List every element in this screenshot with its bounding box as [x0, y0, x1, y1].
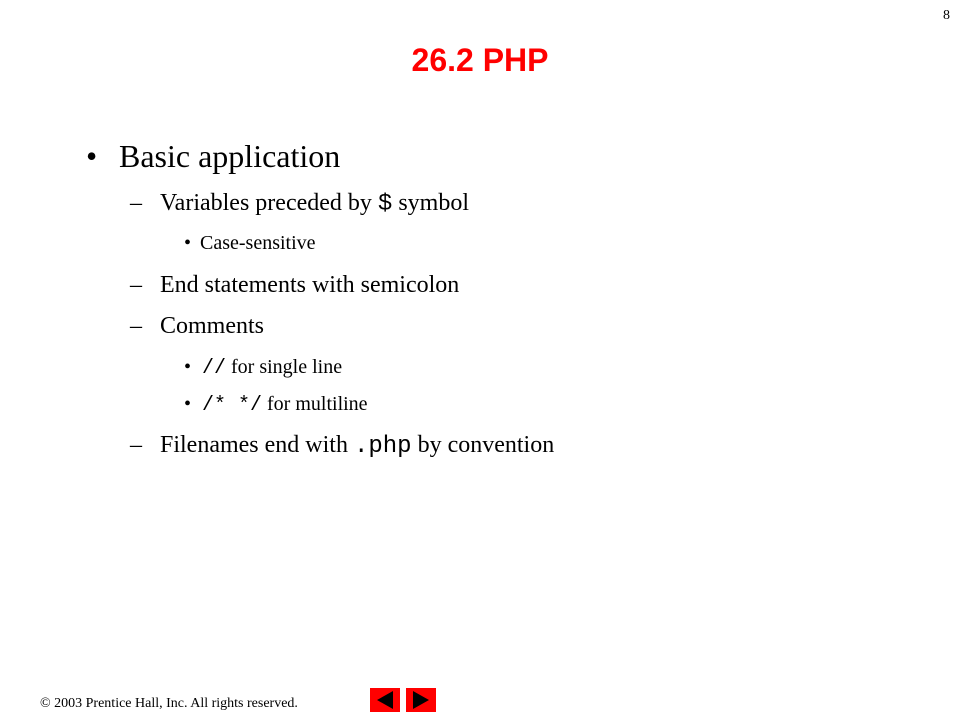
bullet-text: Basic application	[119, 138, 341, 174]
sub-item-end-statements	[130, 272, 460, 299]
variables-suffix: symbol	[398, 190, 469, 216]
bullet-marker: •	[86, 138, 98, 174]
sub-item-variables	[130, 190, 469, 218]
variables-text: Variables preceded by	[160, 190, 372, 216]
sub-item-comments	[130, 313, 265, 340]
bullet-marker: •	[184, 232, 192, 254]
filenames-suffix: by convention	[417, 432, 555, 458]
copyright-footer	[40, 696, 298, 712]
code-single-line: //	[202, 357, 227, 380]
bullet-basic-application	[86, 138, 341, 175]
sub-item-text	[160, 190, 469, 218]
page-number: 8	[943, 8, 950, 23]
sub-item-text: End statements with semicolon	[160, 272, 460, 298]
multi-line-text: for multiline	[267, 393, 368, 415]
filenames-prefix: Filenames end with	[160, 432, 348, 458]
sub-item-text: Comments	[160, 313, 265, 339]
sub-sub-item-text: Case-sensitive	[200, 232, 316, 254]
previous-slide-button[interactable]	[370, 688, 400, 712]
dash-marker: –	[130, 313, 142, 339]
sub-sub-item-multiline	[184, 393, 368, 417]
bullet-marker: •	[184, 393, 192, 415]
single-line-text: for single line	[231, 356, 343, 378]
sub-sub-item-text	[202, 356, 342, 380]
copyright-symbol: ©	[40, 696, 51, 711]
copyright-text: 2003 Prentice Hall, Inc. All rights reserved.	[54, 696, 298, 711]
sub-item-text	[160, 432, 554, 460]
sub-sub-item-case-sensitive	[184, 232, 316, 255]
bullet-marker: •	[184, 356, 192, 378]
sub-sub-item-text	[202, 393, 368, 417]
code-php-extension: .php	[353, 433, 412, 460]
dash-marker: –	[130, 272, 142, 298]
dash-marker: –	[130, 190, 142, 216]
next-slide-button[interactable]	[406, 688, 436, 712]
dollar-symbol: $	[377, 191, 393, 218]
dash-marker: –	[130, 432, 142, 458]
code-multi-line: /* */	[202, 394, 263, 417]
sub-item-filenames	[130, 432, 555, 460]
triangle-right-icon	[406, 688, 436, 712]
sub-sub-item-single-line	[184, 356, 343, 380]
slide-title: 26.2 PHP	[411, 42, 549, 78]
triangle-left-icon	[370, 688, 400, 712]
